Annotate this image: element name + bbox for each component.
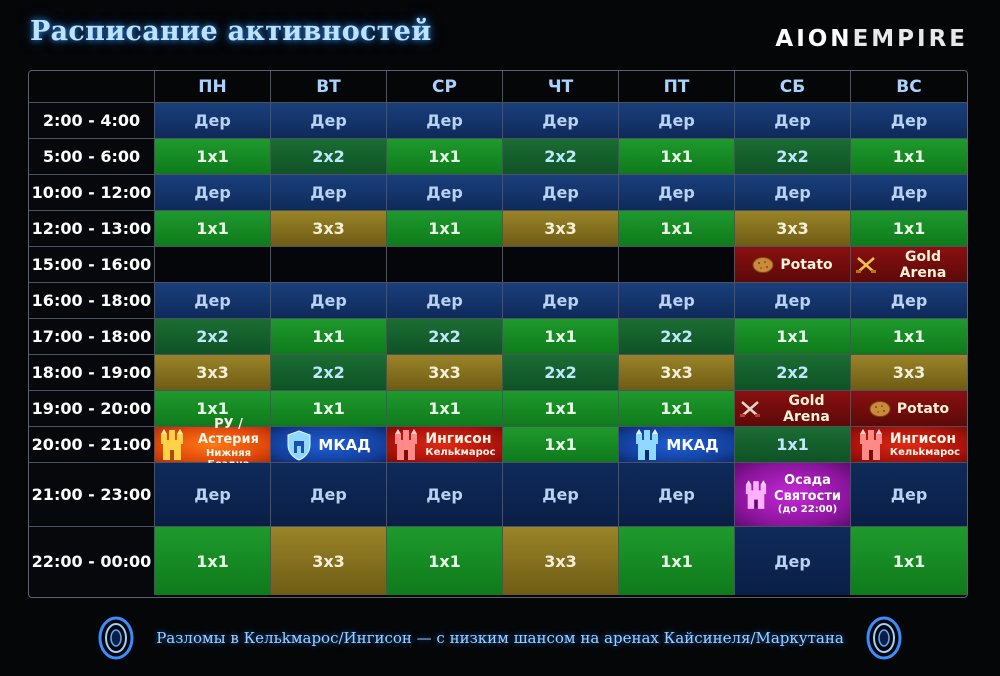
schedule-cell: 3x3	[271, 211, 387, 247]
footer	[0, 608, 1000, 668]
day-header-sat: СБ	[735, 71, 851, 103]
schedule-cell: Дер	[619, 175, 735, 211]
day-header-sun: ВС	[851, 71, 967, 103]
schedule-cell: 1x1	[619, 527, 735, 595]
schedule-cell: 3x3	[851, 355, 967, 391]
schedule-cell: 3x3	[155, 355, 271, 391]
schedule-cell: 2x2	[271, 139, 387, 175]
schedule-cell: 1x1	[735, 319, 851, 355]
schedule-cell: 1x1	[503, 319, 619, 355]
time-label: 5:00 - 6:00	[29, 139, 155, 175]
schedule-cell: 2x2	[503, 355, 619, 391]
schedule-cell: Дер	[503, 283, 619, 319]
schedule-cell: 1x1	[735, 427, 851, 463]
schedule-cell: 3x3	[387, 355, 503, 391]
event-ru-asteria	[155, 417, 271, 463]
schedule-cell: 1x1	[851, 211, 967, 247]
schedule-cell: Дер	[155, 283, 271, 319]
schedule-cell: 1x1	[619, 139, 735, 175]
event-label: Gold Arena	[783, 392, 830, 425]
schedule-cell: 1x1	[155, 527, 271, 595]
portal-icon	[862, 614, 906, 662]
time-label: 21:00 - 23:00	[29, 463, 155, 527]
time-label: 18:00 - 19:00	[29, 355, 155, 391]
schedule-cell: Дер	[271, 463, 387, 527]
time-label: 10:00 - 12:00	[29, 175, 155, 211]
schedule-cell: 1x1	[387, 527, 503, 595]
schedule-cell: Дер	[619, 463, 735, 527]
castle-icon	[393, 428, 419, 462]
day-header-tue: ВТ	[271, 71, 387, 103]
page-title: Расписание активностей	[30, 16, 432, 47]
schedule-cell: 2x2	[619, 319, 735, 355]
event-mkad-fri	[619, 427, 735, 463]
schedule-cell: 1x1	[387, 391, 503, 427]
castle-icon	[744, 479, 768, 511]
potato-icon	[869, 400, 891, 418]
schedule-cell: 2x2	[735, 355, 851, 391]
event-label: Ингисон	[889, 430, 957, 447]
event-ingison-wed	[387, 427, 503, 463]
empty-cell	[387, 247, 503, 283]
schedule-cell: Дер	[503, 463, 619, 527]
empty-cell	[271, 247, 387, 283]
schedule-cell: Дер	[155, 175, 271, 211]
event-label: МКАД	[666, 435, 719, 454]
event-label: Potato	[896, 400, 950, 417]
crossed-swords-icon	[739, 399, 761, 419]
schedule-cell: Дер	[387, 463, 503, 527]
schedule-cell: 1x1	[503, 427, 619, 463]
event-sublabel: Кельkмарос	[425, 446, 496, 458]
day-header-fri: ПТ	[619, 71, 735, 103]
schedule-cell: 2x2	[271, 355, 387, 391]
event-gold-arena-sat	[735, 391, 851, 427]
schedule-cell: Дер	[735, 283, 851, 319]
schedule-cell: 1x1	[851, 527, 967, 595]
schedule-cell: Дер	[851, 175, 967, 211]
schedule-cell: Дер	[387, 283, 503, 319]
schedule-cell: 1x1	[619, 211, 735, 247]
day-header-thu: ЧТ	[503, 71, 619, 103]
time-label: 17:00 - 18:00	[29, 319, 155, 355]
event-sublabel: (до 22:00)	[777, 504, 838, 516]
schedule-cell: 1x1	[851, 139, 967, 175]
schedule-cell: Дер	[851, 103, 967, 139]
empty-cell	[619, 247, 735, 283]
event-sublabel: Нижняя	[205, 447, 252, 459]
event-mkad-tue	[271, 427, 387, 463]
schedule-cell: Дер	[735, 527, 851, 595]
event-label: Gold Arena	[899, 248, 947, 281]
event-label: Ингисон	[425, 430, 492, 447]
footer-text: Разломы в Кельkмарос/Ингисон — с низким шансом на аренах Кайсинеля/Маркутана	[156, 629, 844, 647]
empty-cell	[155, 247, 271, 283]
logo-part-b: EMPIRE	[852, 26, 968, 52]
schedule-cell: Дер	[387, 103, 503, 139]
schedule-cell: 2x2	[735, 139, 851, 175]
event-ingison-sun	[851, 427, 967, 463]
schedule-cell: Дер	[735, 103, 851, 139]
day-header-mon: ПН	[155, 71, 271, 103]
time-label: 20:00 - 21:00	[29, 427, 155, 463]
schedule-cell: Дер	[851, 463, 967, 527]
schedule-cell: Дер	[851, 283, 967, 319]
day-header-wed: СР	[387, 71, 503, 103]
event-sublabel: Кельkмарос	[889, 446, 961, 458]
time-label: 16:00 - 18:00	[29, 283, 155, 319]
schedule-cell: Дер	[271, 175, 387, 211]
schedule-cell: Дер	[503, 175, 619, 211]
schedule-cell: 3x3	[619, 355, 735, 391]
time-label: 22:00 - 00:00	[29, 527, 155, 595]
schedule-cell: Дер	[271, 283, 387, 319]
schedule-cell: 1x1	[271, 319, 387, 355]
schedule-cell: 1x1	[155, 391, 271, 427]
schedule-cell: 2x2	[387, 319, 503, 355]
castle-icon	[159, 428, 185, 462]
schedule-cell: 1x1	[387, 211, 503, 247]
schedule-cell: 1x1	[619, 391, 735, 427]
potato-icon	[752, 256, 774, 274]
schedule-cell: Дер	[735, 175, 851, 211]
schedule-cell: Дер	[155, 463, 271, 527]
schedule-cell: Дер	[619, 283, 735, 319]
event-gold-arena-sun	[851, 247, 967, 283]
schedule-cell: Дер	[619, 103, 735, 139]
time-label: 19:00 - 20:00	[29, 391, 155, 427]
schedule-cell: 1x1	[155, 211, 271, 247]
aion-empire-logo	[775, 26, 968, 52]
event-label-2: Святости	[774, 488, 841, 504]
schedule-cell: Дер	[155, 103, 271, 139]
schedule-table	[28, 70, 968, 598]
portal-icon	[94, 614, 138, 662]
schedule-cell: 1x1	[851, 319, 967, 355]
castle-icon	[858, 428, 884, 462]
empty-cell	[503, 247, 619, 283]
schedule-cell: 1x1	[155, 139, 271, 175]
event-label: Осада	[784, 472, 831, 488]
schedule-cell: Дер	[387, 175, 503, 211]
event-label: РУ / Астерия	[198, 417, 259, 447]
event-label: МКАД	[318, 435, 371, 454]
time-label: 12:00 - 13:00	[29, 211, 155, 247]
schedule-cell: Дер	[271, 103, 387, 139]
event-potato-sun	[851, 391, 967, 427]
schedule-cell: 1x1	[271, 391, 387, 427]
event-siege-sanctity	[735, 463, 851, 527]
logo-part-a: AION	[775, 26, 853, 52]
time-label: 15:00 - 16:00	[29, 247, 155, 283]
schedule-cell: 1x1	[387, 139, 503, 175]
event-potato-sat	[735, 247, 851, 283]
crossed-swords-icon	[855, 255, 877, 275]
time-label: 2:00 - 4:00	[29, 103, 155, 139]
castle-icon	[634, 428, 660, 462]
shield-castle-icon	[286, 429, 312, 461]
schedule-cell: 2x2	[155, 319, 271, 355]
schedule-cell: 3x3	[503, 527, 619, 595]
event-label: Potato	[780, 256, 833, 273]
schedule-cell: 3x3	[271, 527, 387, 595]
schedule-cell: 3x3	[735, 211, 851, 247]
schedule-cell: 3x3	[503, 211, 619, 247]
schedule-cell: 2x2	[503, 139, 619, 175]
corner-cell	[29, 71, 155, 103]
schedule-cell: 1x1	[503, 391, 619, 427]
schedule-cell: Дер	[503, 103, 619, 139]
